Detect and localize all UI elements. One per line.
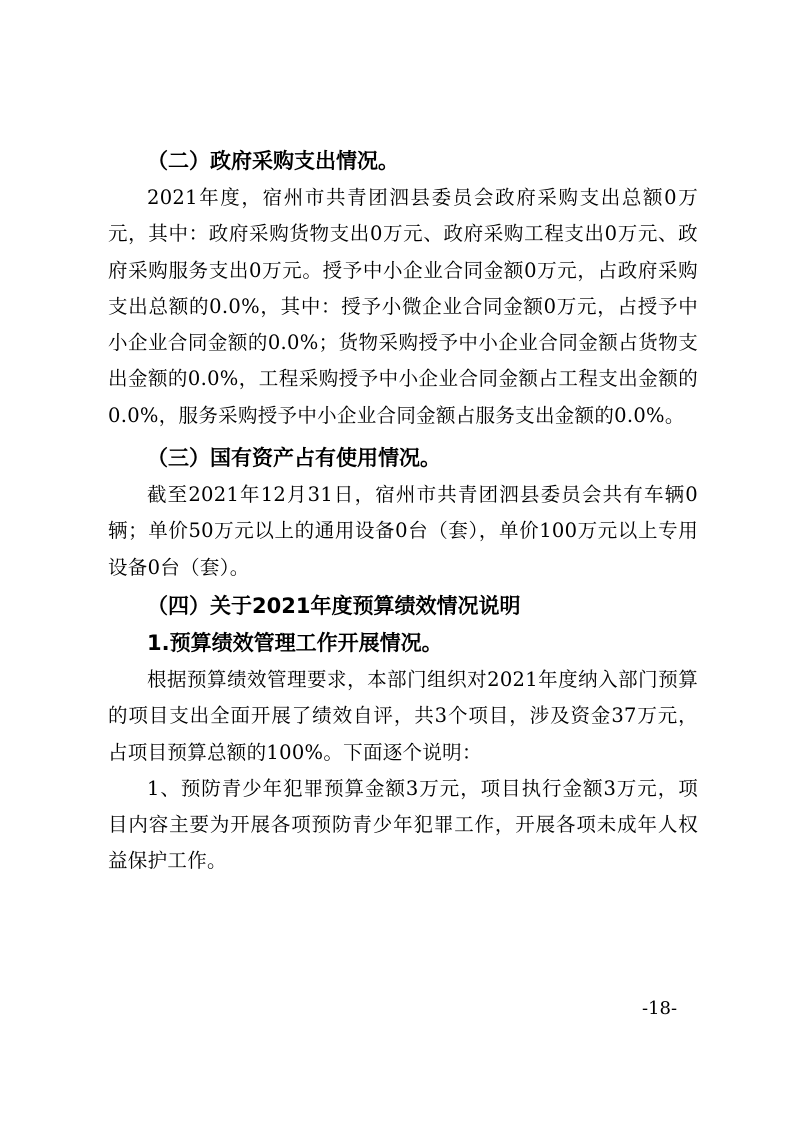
document-body (108, 143, 698, 880)
section-heading-performance: （四）关于2021年度预算绩效情况说明 (147, 593, 521, 618)
section-heading-procurement: （二）政府采购支出情况。 (147, 149, 399, 173)
subsection-heading-performance-management: 1.预算绩效管理工作开展情况。 (147, 630, 443, 655)
paragraph-performance-management: 根据预算绩效管理要求，本部门组织对2021年度纳入部门预算的项目支出全面开展了绩效自评，共3个项目，涉及资金37万元，占项目预算总额的100%。下面逐个说明： (108, 667, 698, 764)
paragraph-procurement: 2021年度，宿州市共青团泗县委员会政府采购支出总额0万元，其中：政府采购货物支出0万元、政府采购工程支出0万元、政府采购服务支出0万元。授予中小企业合同金额0万元，占政府采购支出总额的0.0%，其中：授予小微企业合同金额0万元，占授予中小企业合同金额的0.0%；货物采购授予中小企业合同金额占货物支出金额的0.0%，工程采购授予中小企业合同金额占工程支出金额的0.0%，服务采购授予中小企业合同金额占服务支出金额的0.0%。 (108, 186, 698, 427)
paragraph-assets: 截至2021年12月31日，宿州市共青团泗县委员会共有车辆0辆；单价50万元以上的通用设备0台（套），单价100万元以上专用设备0台（套）。 (108, 483, 698, 579)
section-heading-assets: （三）国有资产占有使用情况。 (147, 446, 441, 471)
paragraph-project-1: 1、预防青少年犯罪预算金额3万元，项目执行金额3万元，项目内容主要为开展各项预防青少年犯罪工作，开展各项未成年人权益保护工作。 (108, 776, 698, 873)
page-number: -18- (642, 998, 678, 1019)
